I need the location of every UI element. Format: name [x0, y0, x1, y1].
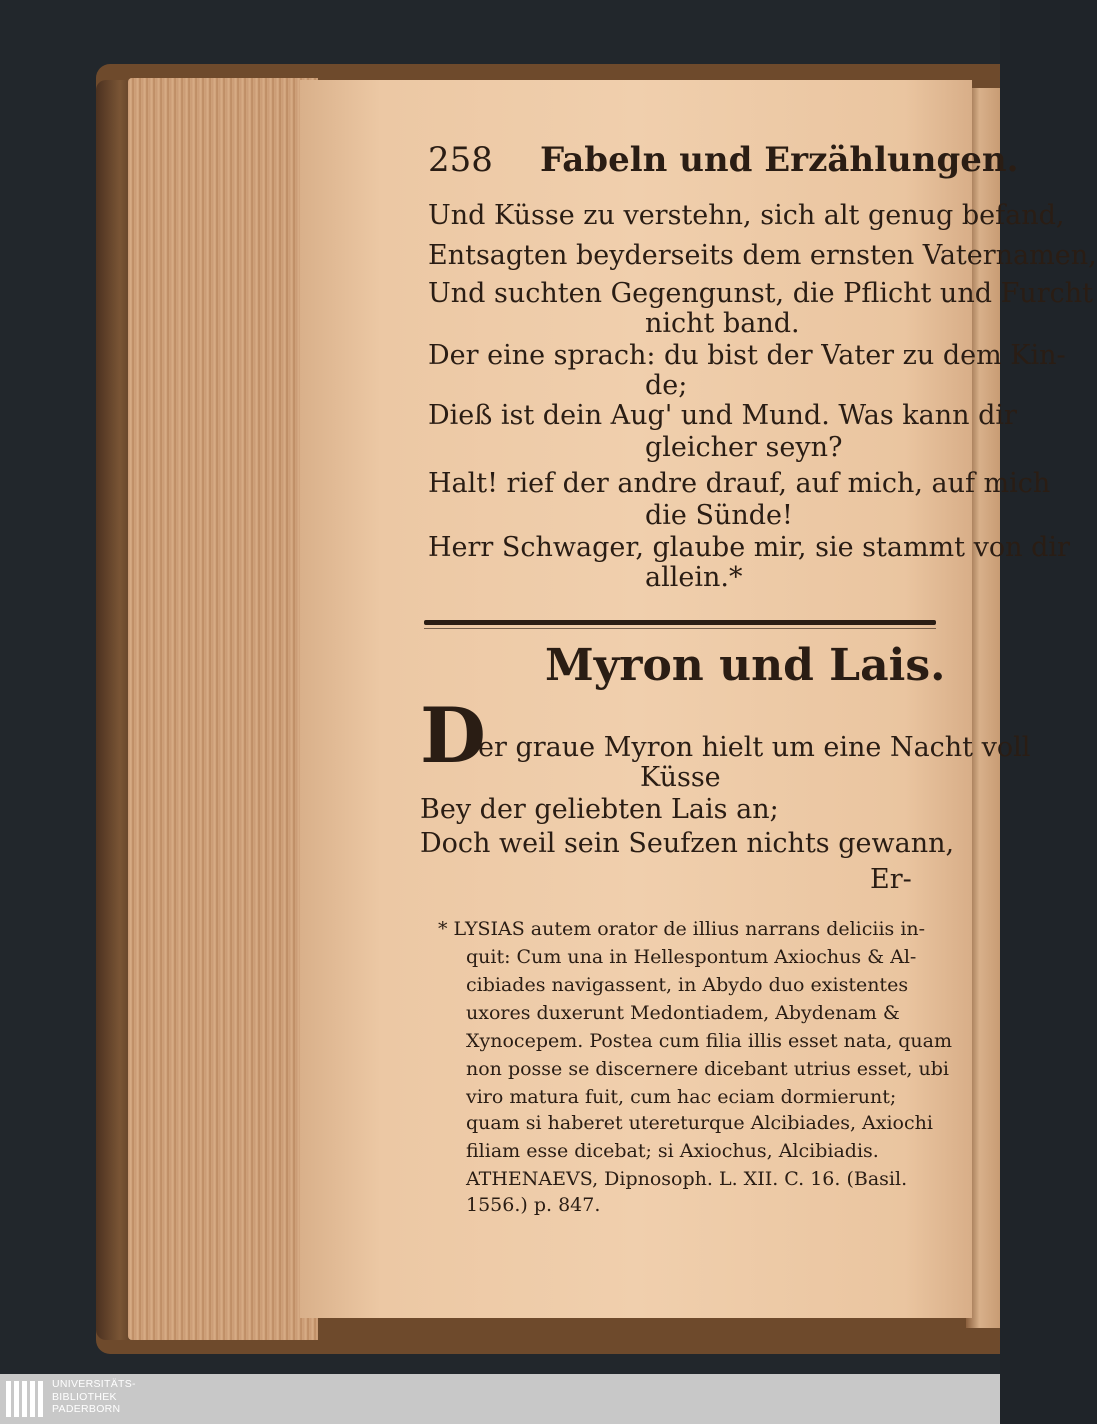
footnote-line: quam si haberet utereturque Alcibiades, Axiochi: [466, 1112, 933, 1134]
section-title: Myron und Lais.: [545, 640, 946, 691]
poem-line: Und Küsse zu verstehn, sich alt genug befand,: [428, 200, 1065, 231]
footnote-line: uxores duxerunt Medontiadem, Abydenam &: [466, 1002, 900, 1024]
section-divider: [424, 620, 936, 625]
footnote-line: cibiades navigassent, in Abydo duo existentes: [466, 974, 909, 996]
poem-line: Und suchten Gegengunst, die Pflicht und Furcht: [428, 278, 1093, 309]
poem-line: Entsagten beyderseits dem ernsten Vaternamen,: [428, 240, 1097, 271]
poem-line: Herr Schwager, glaube mir, sie stammt von dir: [428, 532, 1070, 563]
footnote-line: quit: Cum una in Hellespontum Axiochus & Al-: [466, 946, 917, 968]
poem-line: allein.*: [645, 562, 743, 593]
fable-line: Küsse: [640, 762, 721, 793]
fable-line: Doch weil sein Seufzen nichts gewann,: [420, 828, 955, 859]
library-name: [52, 1378, 136, 1416]
fable-line: er graue Myron hielt um eine Nacht voll: [478, 732, 1031, 763]
footnote-line: 1556.) p. 847.: [466, 1194, 601, 1216]
poem-line: gleicher seyn?: [645, 432, 843, 463]
poem-line: nicht band.: [645, 308, 800, 339]
drop-capital: D: [420, 691, 486, 780]
footnote-line: Xynocepem. Postea cum filia illis esset nata, quam: [466, 1030, 953, 1052]
footnote-line: viro matura fuit, cum hac eciam dormierunt;: [466, 1086, 897, 1108]
footnote-line: filiam esse dicebat; si Axiochus, Alcibiadis.: [466, 1140, 879, 1162]
section-divider-thin: [424, 628, 936, 629]
library-name-line: BIBLIOTHEK: [52, 1390, 117, 1403]
fable-line: Bey der geliebten Lais an;: [420, 794, 779, 825]
page-number: 258: [428, 140, 493, 180]
poem-line: Halt! rief der andre drauf, auf mich, auf mich: [428, 468, 1051, 499]
catchword: Er-: [870, 864, 912, 895]
poem-line: de;: [645, 370, 688, 401]
poem-line: Der eine sprach: du bist der Vater zu dem Kin-: [428, 340, 1066, 371]
page-edges: [128, 78, 318, 1340]
library-name-line: UNIVERSITÄTS-: [52, 1378, 136, 1390]
footnote-line: * LYSIAS autem orator de illius narrans deliciis in-: [438, 918, 926, 940]
library-name-line: PADERBORN: [52, 1403, 121, 1415]
running-title: Fabeln und Erzählungen.: [540, 140, 1019, 180]
poem-line: Dieß ist dein Aug' und Mund. Was kann dir: [428, 400, 1017, 431]
footnote-line: ATHENAEVS, Dipnosoph. L. XII. C. 16. (Basil.: [466, 1168, 908, 1190]
library-logo-icon: [4, 1377, 48, 1421]
library-footer-bar: [0, 1374, 1000, 1424]
poem-line: die Sünde!: [645, 500, 793, 531]
footnote-line: non posse se discernere dicebant utrius esset, ubi: [466, 1058, 949, 1080]
